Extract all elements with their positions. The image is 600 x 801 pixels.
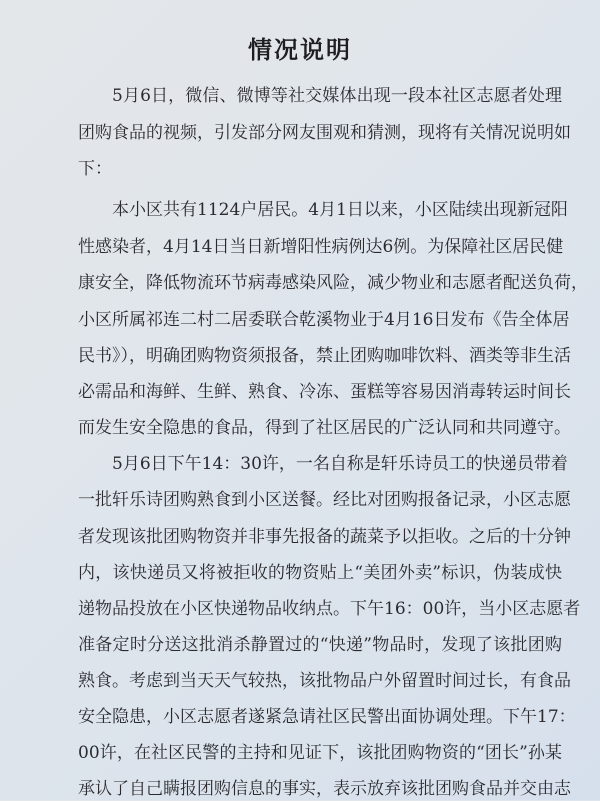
text-line: 性感染者，4月14日当日新增阳性病例达6例。为保障社区居民健 (78, 237, 564, 257)
text-line: 5月6日下午14：30许，一名自称是轩乐诗员工的快递员带着 (112, 454, 568, 474)
text-line: 递物品投放在小区快递物品收纳点。下午16：00许，当小区志愿者 (78, 599, 581, 619)
text-line: 安全隐患，小区志愿者遂紧急请社区民警出面协调处理。下午17： (78, 707, 576, 727)
text-line: 承认了自己瞒报团购信息的事实，表示放弃该批团购食品并交由志 (78, 779, 571, 799)
text-line: 本小区共有1124户居民。4月1日以来，小区陆续出现新冠阳 (112, 200, 568, 220)
text-line: 者发现该批团购物资并非事先报备的蔬菜予以拒收。之后的十分钟 (78, 527, 571, 547)
text-line: 内，该快递员又将被拒收的物资贴上“美团外卖”标识，伪装成快 (78, 563, 562, 583)
document-title: 情况说明 (248, 35, 352, 64)
text-line: 熟食。考虑到当天天气较热，该批物品户外留置时间过长，有食品 (78, 671, 571, 691)
text-line: 小区所属祁连二村二居委联合乾溪物业于4月16日发布《告全体居 (78, 310, 570, 330)
text-line: 而发生安全隐患的食品，得到了社区居民的广泛认同和共同遵守。 (78, 418, 571, 438)
text-line: 必需品和海鲜、生鲜、熟食、冷冻、蛋糕等容易因消毒转运时间长 (78, 382, 571, 402)
text-line: 民书》），明确团购物资须报备，禁止团购咖啡饮料、酒类等非生活 (78, 346, 571, 366)
text-line: 00许，在社区民警的主持和见证下，该批团购物资的“团长”孙某 (78, 743, 562, 763)
text-line: 团购食品的视频，引发部分网友围观和猜测，现将有关情况说明如 (78, 123, 571, 143)
text-line: 5月6日，微信、微博等社交媒体出现一段本社区志愿者处理 (112, 86, 562, 106)
text-line: 康安全，降低物流环节病毒感染风险，减少物业和志愿者配送负荷， (78, 273, 588, 293)
text-line: 一批轩乐诗团购熟食到小区送餐。经比对团购报备记录，小区志愿 (78, 490, 571, 510)
text-line: 下： (78, 159, 112, 179)
text-line: 准备定时分送这批消杀静置过的“快递”物品时，发现了该批团购 (78, 635, 562, 655)
